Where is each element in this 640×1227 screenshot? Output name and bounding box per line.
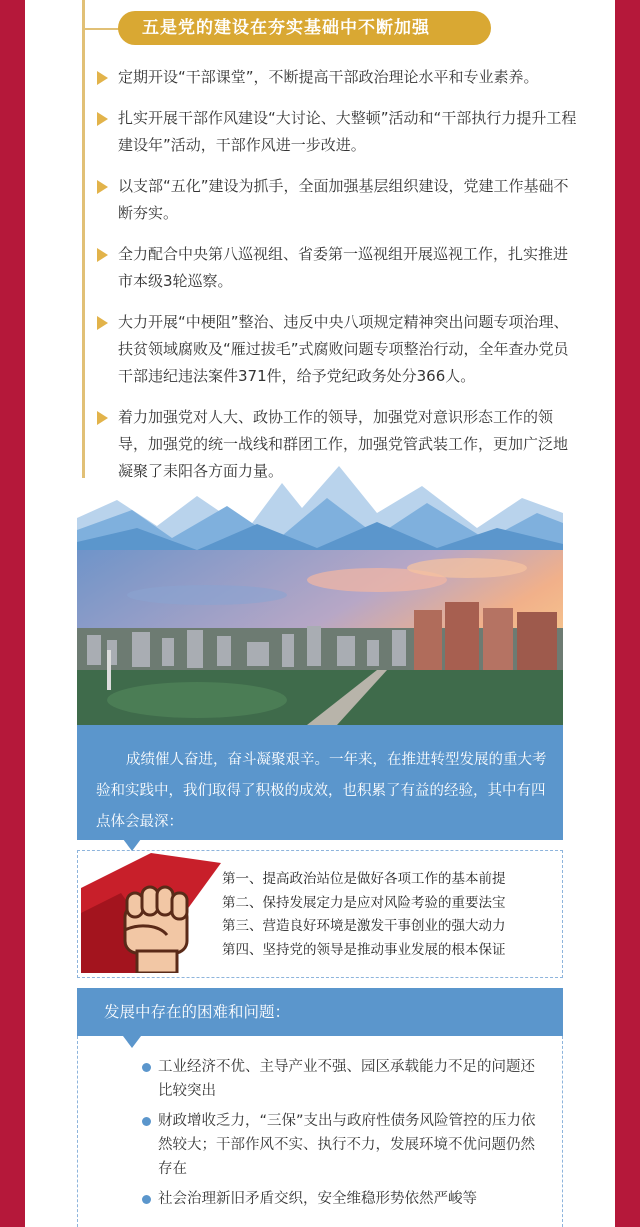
mountain-illustration	[77, 458, 563, 553]
raised-fist-icon	[81, 853, 221, 973]
list-item	[88, 64, 578, 91]
point-text: 扎实开展干部作风建设“大讨论、大整顿”活动和“干部执行力提升工程建设年”活动，干部作风进一步改进。	[118, 109, 577, 154]
list-item	[88, 241, 578, 295]
summary-text: 成绩催人奋进，奋斗凝聚艰辛。一年来，在推进转型发展的重大考验和实践中，我们取得了积极的成效，也积累了有益的经验，其中有四点体会最深：	[96, 752, 547, 830]
triangle-bullet-icon	[97, 316, 108, 330]
list-item	[88, 173, 578, 227]
right-frame-bar	[615, 0, 640, 1227]
circle-bullet-icon	[142, 1117, 151, 1126]
list-item	[88, 105, 578, 159]
triangle-bullet-icon	[97, 71, 108, 85]
left-frame-bar	[0, 0, 25, 1227]
city-skyline-photo	[77, 550, 563, 725]
triangle-bullet-icon	[97, 180, 108, 194]
experience-list	[222, 868, 506, 962]
problems-title: 发展中存在的困难和问题：	[104, 1003, 291, 1021]
timeline-line	[82, 0, 85, 478]
problem-text: 社会治理新旧矛盾交织，安全维稳形势依然严峻等	[158, 1191, 477, 1207]
triangle-bullet-icon	[97, 248, 108, 262]
list-item: 第三、营造良好环境是激发干事创业的强大动力	[222, 918, 506, 934]
point-list	[88, 64, 578, 499]
list-item: 第一、提高政治站位是做好各项工作的基本前提	[222, 871, 506, 887]
list-item	[88, 309, 578, 390]
point-text: 大力开展“中梗阻”整治、违反中央八项规定精神突出问题专项治理、扶贫领域腐败及“雁过拔毛”式腐败问题专项整治行动，全年查办党员干部违纪违法案件371件，给予党纪政务处分366人。	[118, 313, 569, 385]
summary-panel	[77, 725, 563, 840]
problems-list	[145, 1055, 537, 1217]
list-item: 第二、保持发展定力是应对风险考验的重要法宝	[222, 894, 506, 911]
point-text: 着力加强党对人大、政协工作的领导，加强党对意识形态工作的领导，加强党的统一战线和群团工作，加强党管武装工作，更加广泛地凝聚了耒阳各方面力量。	[118, 408, 569, 480]
problems-header	[77, 988, 563, 1036]
triangle-bullet-icon	[97, 411, 108, 425]
point-text: 定期开设“干部课堂”，不断提高干部政治理论水平和专业素养。	[118, 68, 539, 86]
problem-text: 工业经济不优、主导产业不强、园区承载能力不足的问题还比较突出	[158, 1059, 535, 1099]
triangle-bullet-icon	[97, 112, 108, 126]
point-text: 以支部“五化”建设为抓手，全面加强基层组织建设，党建工作基础不断夯实。	[118, 177, 569, 222]
list-item	[145, 1109, 537, 1181]
notch-pointer	[123, 839, 141, 851]
section-title: 五是党的建设在夯实基础中不断加强	[118, 11, 491, 45]
list-item	[145, 1055, 537, 1103]
problem-text: 财政增收乏力，“三保”支出与政府性债务风险管控的压力依然较大；干部作风不实、执行不力，发展环境不优问题仍然存在	[158, 1113, 536, 1177]
circle-bullet-icon	[142, 1063, 151, 1072]
circle-bullet-icon	[142, 1195, 151, 1204]
list-item: 第四、坚持党的领导是推动事业发展的根本保证	[222, 941, 506, 958]
point-text: 全力配合中央第八巡视组、省委第一巡视组开展巡视工作，扎实推进市本级3轮巡察。	[118, 245, 569, 290]
list-item	[145, 1187, 537, 1211]
